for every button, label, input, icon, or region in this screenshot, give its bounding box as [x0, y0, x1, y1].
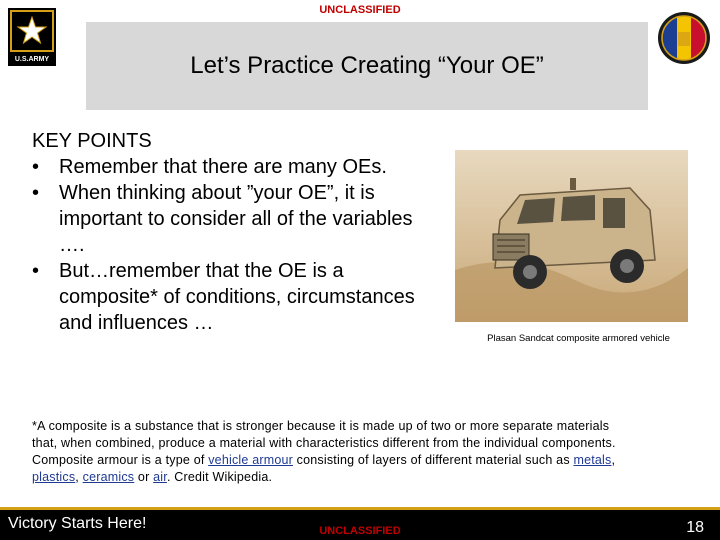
key-points-heading: KEY POINTS [32, 130, 152, 152]
army-star-logo [8, 8, 56, 66]
air-link[interactable]: air [153, 470, 167, 484]
page-number: 18 [686, 519, 704, 536]
footnote-text: consisting of layers of different material such as [293, 453, 574, 467]
logo-text: U.S.ARMY [14, 56, 50, 63]
list-item: • But…remember that the OE is a composite* of conditions, circumstances and influences … [32, 258, 432, 336]
title-bar [86, 22, 648, 110]
page-title: Let’s Practice Creating “Your OE” [190, 52, 544, 79]
footnote-text: or [134, 470, 154, 484]
metals-link[interactable]: metals [573, 453, 612, 467]
armored-vehicle-photo [455, 150, 688, 322]
list-item: • When thinking about ”your OE”, it is important to consider all of the variables …. [32, 180, 432, 258]
classification-banner-bottom: UNCLASSIFIED [319, 525, 401, 537]
ceramics-link[interactable]: ceramics [82, 470, 135, 484]
vehicle-armour-link[interactable]: vehicle armour [208, 453, 293, 467]
footer-bar [0, 507, 720, 540]
list-item: • Remember that there are many OEs. [32, 154, 432, 180]
footnote-text: . Credit Wikipedia. [166, 470, 273, 484]
photo-caption: Plasan Sandcat composite armored vehicle [487, 333, 670, 344]
classification-banner-top: UNCLASSIFIED [319, 4, 401, 16]
unit-seal-icon [656, 10, 712, 66]
footnote-text: , [611, 453, 616, 467]
plastics-link[interactable]: plastics [32, 470, 76, 484]
footer-slogan: Victory Starts Here! [8, 515, 147, 532]
footnote [32, 418, 632, 486]
key-points-list [32, 154, 432, 336]
footnote-text: , [75, 470, 83, 484]
footnote-text: *A composite is a substance that is stronger because it is made up of two or more separate materials that, when combined, produce a material with characteristics different from the individual components. Composite armour is a type of [32, 419, 616, 467]
key-points [32, 128, 432, 336]
